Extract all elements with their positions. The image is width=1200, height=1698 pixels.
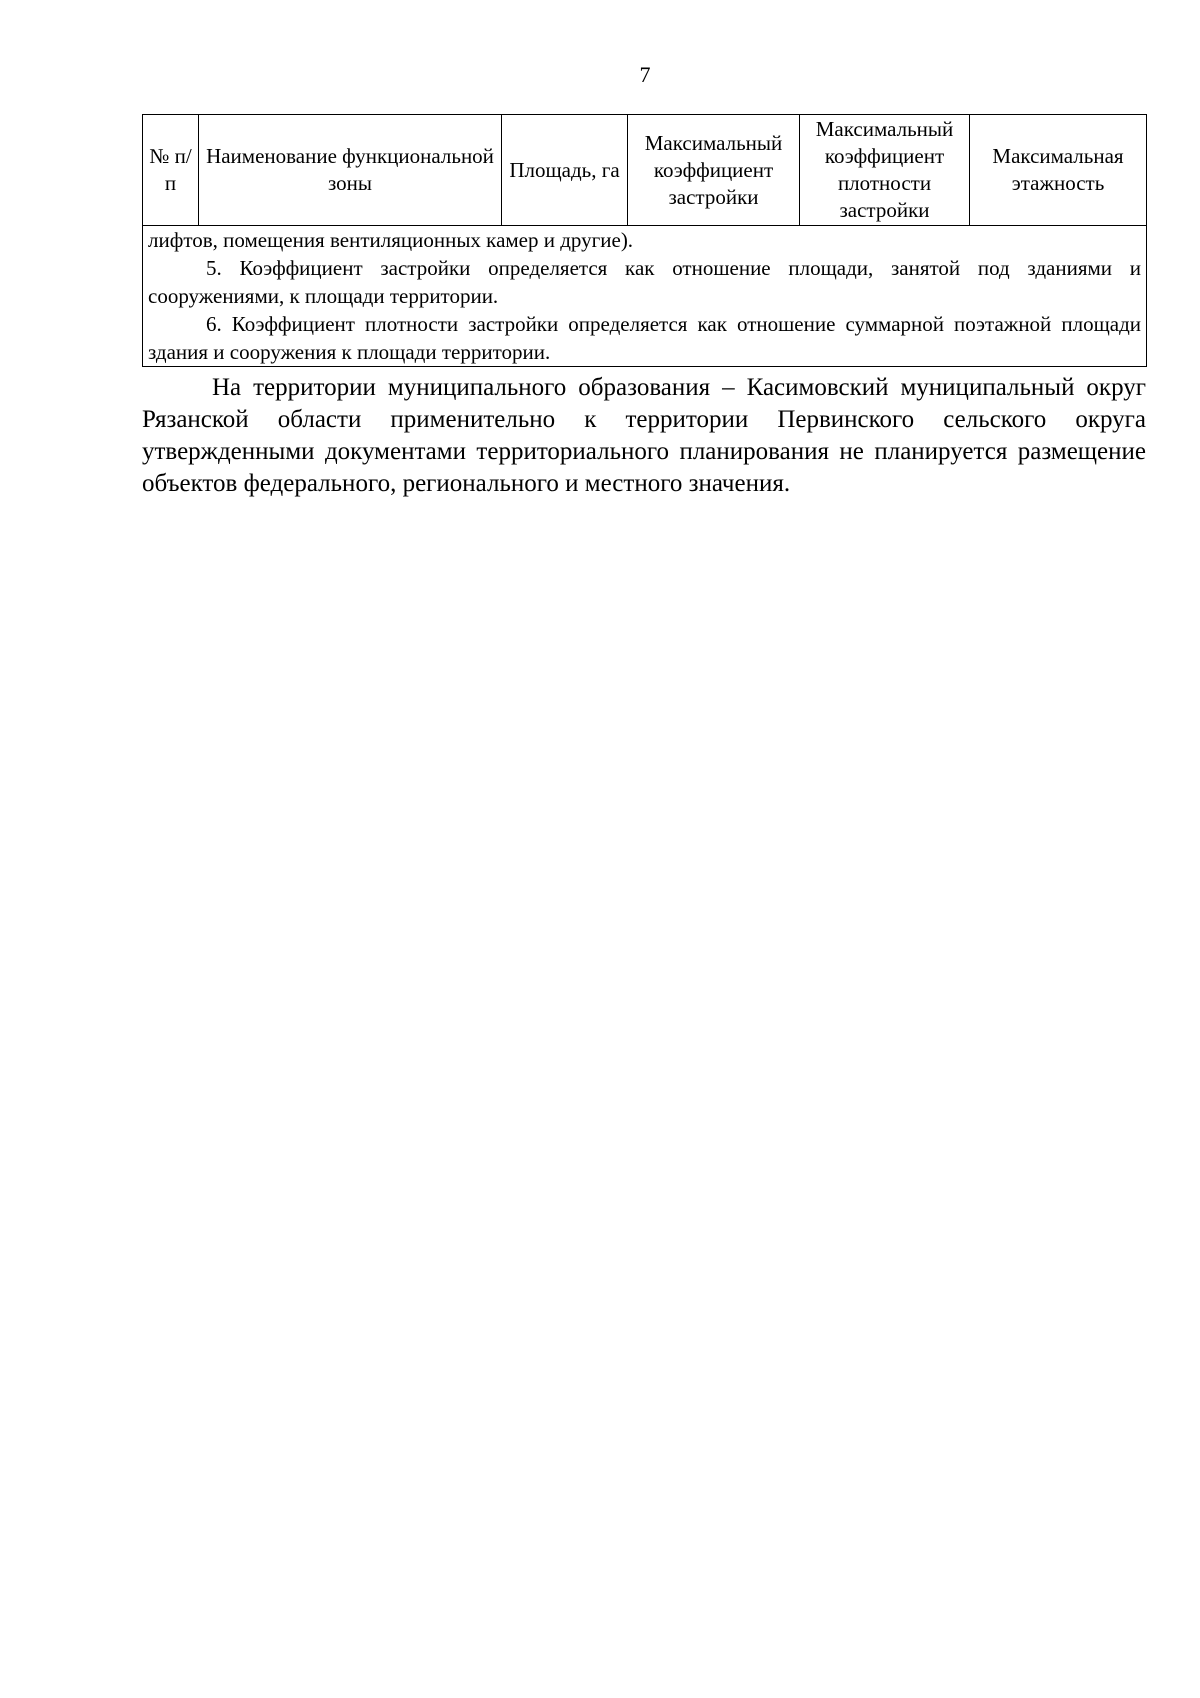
header-max-floors: Максимальная этажность xyxy=(970,115,1147,226)
functional-zones-table xyxy=(142,114,1147,367)
note-continuation: лифтов, помещения вентиляционных камер и другие). xyxy=(148,228,634,252)
table-header-row xyxy=(143,115,1147,226)
header-area: Площадь, га xyxy=(502,115,628,226)
table-notes-cell xyxy=(143,226,1147,367)
header-max-density-coef: Максимальный коэффициент плотности застройки xyxy=(800,115,970,226)
header-max-build-coef: Максимальный коэффициент застройки xyxy=(628,115,800,226)
note-6: 6. Коэффициент плотности застройки определяется как отношение суммарной поэтажной площади здания и сооружения к площади территории. xyxy=(148,312,1141,364)
page-number: 7 xyxy=(639,62,651,87)
note-5: 5. Коэффициент застройки определяется как отношение площади, занятой под зданиями и сооружениями, к площади территории. xyxy=(148,256,1141,308)
table-notes-row xyxy=(143,226,1147,367)
body-paragraph: На территории муниципального образования – Касимовский муниципальный округ Рязанской области применительно к территории Первинского сельского округа утвержденными документами территориального планирования не планируется размещение объектов федерального, регионального и местного значения. xyxy=(142,374,1146,497)
header-num: № п/п xyxy=(143,115,199,226)
header-zone-name: Наименование функциональной зоны xyxy=(199,115,502,226)
